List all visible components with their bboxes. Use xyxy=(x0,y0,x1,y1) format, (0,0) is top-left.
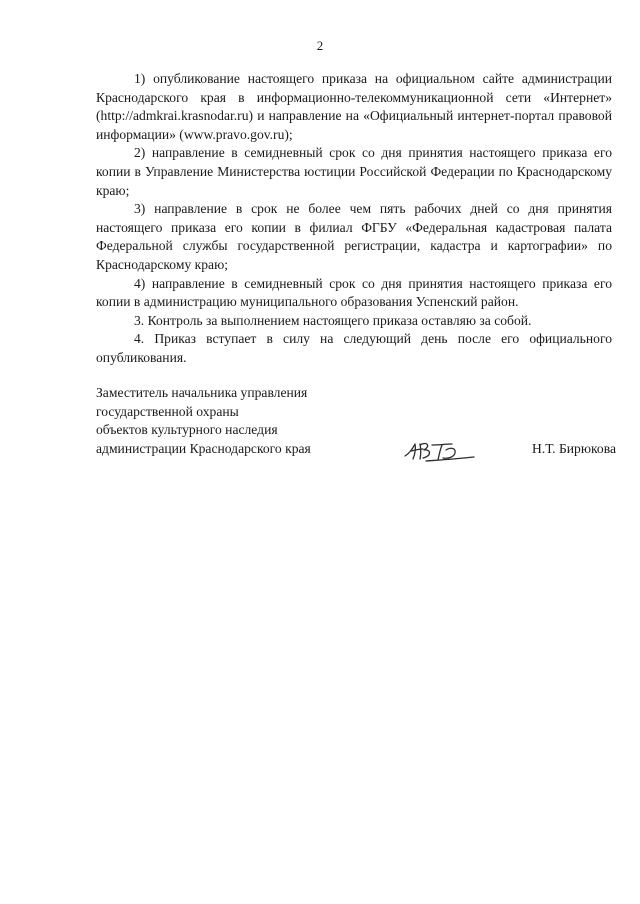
signatory-position xyxy=(96,384,416,458)
paragraph-effective-date: 4. Приказ вступает в силу на следующий день после его официального опубликования. xyxy=(96,331,612,365)
paragraph-uspensky-district: 4) направление в семидневный срок со дня принятия настоящего приказа его копии в администрацию муниципального образования Успенский район. xyxy=(96,275,612,310)
signatory-name: Н.Т. Бирюкова xyxy=(532,441,616,456)
paragraph-cadastral-chamber: 3) направление в срок не более чем пять рабочих дней со дня принятия настоящего приказа его копии в филиал ФГБУ «Федеральная кадастровая палата Федеральной службы государственной регистрации, кадастра и картографии» по Краснодарскому краю; xyxy=(96,201,612,272)
signatory-position-line: государственной охраны xyxy=(96,403,239,419)
paragraph-control: 3. Контроль за выполнением настоящего приказа оставляю за собой. xyxy=(134,312,532,328)
signatory-position-line: объектов культурного наследия xyxy=(96,422,278,438)
handwritten-signature xyxy=(402,436,478,464)
paragraph-publication: 1) опубликование настоящего приказа на официальном сайте администрации Краснодарского края в информационно-телекоммуникационной сети «Интернет» (http://admkrai.krasnodar.ru) и направление на «Официальный интернет-портал правовой информации» (www.pravo.gov.ru); xyxy=(96,71,612,142)
paragraph-ministry-justice: 2) направление в семидневный срок со дня принятия настоящего приказа его копии в Управление Министерства юстиции Российской Федерации по Краснодарскому краю; xyxy=(96,145,612,198)
signatory-position-line: Заместитель начальника управления xyxy=(96,385,308,400)
page-number: 2 xyxy=(316,38,324,53)
signatory-position-line: администрации Краснодарского края xyxy=(96,440,311,456)
signature-block xyxy=(96,384,616,464)
document-body xyxy=(96,70,612,368)
